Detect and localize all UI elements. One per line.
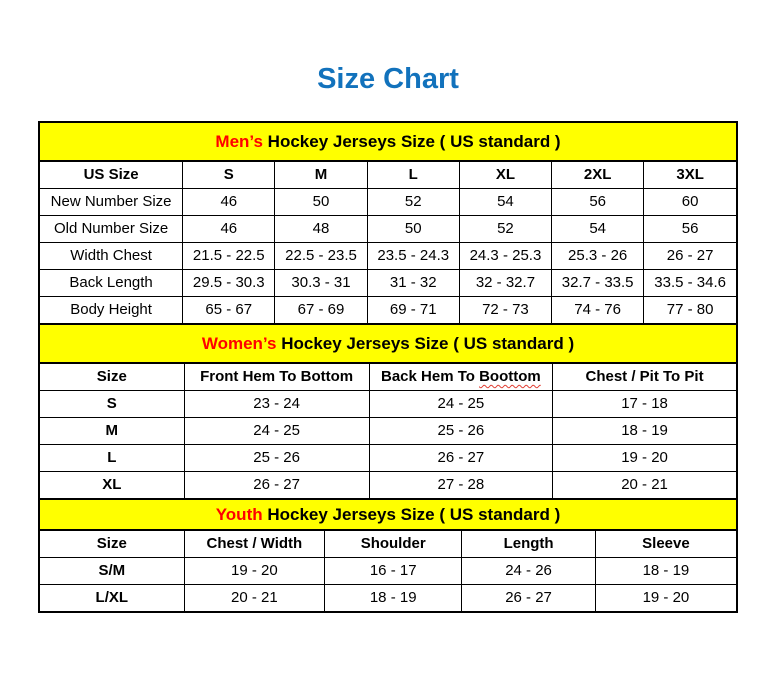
mens-value-cell: 67 - 69 — [275, 297, 367, 324]
mens-row-label: Old Number Size — [40, 216, 183, 243]
mens-data-row — [40, 216, 736, 243]
youth-column-header: Length — [462, 531, 596, 558]
youth-section — [40, 498, 736, 611]
mens-value-cell: 46 — [183, 189, 275, 216]
mens-value-cell: 56 — [552, 189, 644, 216]
womens-column-header-text: Back Hem To — [381, 368, 480, 385]
mens-section-header — [40, 123, 736, 162]
mens-size-table — [40, 162, 736, 323]
mens-header-text: Hockey Jerseys Size ( US standard ) — [262, 132, 561, 151]
youth-value-cell: 19 - 20 — [184, 558, 325, 585]
youth-row-label: S/M — [40, 558, 184, 585]
mens-data-row — [40, 243, 736, 270]
youth-row-label: L/XL — [40, 585, 184, 612]
mens-value-cell: 54 — [552, 216, 644, 243]
page-title: Size Chart — [317, 63, 459, 95]
womens-column-header — [369, 364, 552, 391]
mens-column-header: L — [367, 162, 459, 189]
mens-section — [40, 123, 736, 323]
mens-value-cell: 32.7 - 33.5 — [552, 270, 644, 297]
mens-data-row — [40, 270, 736, 297]
mens-value-cell: 48 — [275, 216, 367, 243]
mens-value-cell: 65 - 67 — [183, 297, 275, 324]
youth-value-cell: 26 - 27 — [462, 585, 596, 612]
mens-data-row — [40, 189, 736, 216]
youth-column-header: Shoulder — [325, 531, 462, 558]
mens-header-row — [40, 162, 736, 189]
youth-size-table — [40, 531, 736, 611]
mens-column-header: 2XL — [552, 162, 644, 189]
mens-value-cell: 24.3 - 25.3 — [459, 243, 551, 270]
mens-value-cell: 21.5 - 22.5 — [183, 243, 275, 270]
womens-value-cell: 18 - 19 — [553, 418, 736, 445]
womens-size-table — [40, 364, 736, 498]
womens-value-cell: 23 - 24 — [184, 391, 369, 418]
womens-column-header: Chest / Pit To Pit — [553, 364, 736, 391]
mens-value-cell: 22.5 - 23.5 — [275, 243, 367, 270]
youth-section-header — [40, 498, 736, 531]
mens-value-cell: 25.3 - 26 — [552, 243, 644, 270]
mens-value-cell: 56 — [644, 216, 736, 243]
womens-row-label: S — [40, 391, 184, 418]
womens-data-row — [40, 391, 736, 418]
mens-value-cell: 74 - 76 — [552, 297, 644, 324]
womens-column-header: Size — [40, 364, 184, 391]
mens-value-cell: 77 - 80 — [644, 297, 736, 324]
mens-value-cell: 32 - 32.7 — [459, 270, 551, 297]
mens-column-header: XL — [459, 162, 551, 189]
mens-value-cell: 26 - 27 — [644, 243, 736, 270]
youth-value-cell: 18 - 19 — [595, 558, 736, 585]
youth-column-header: Chest / Width — [184, 531, 325, 558]
womens-row-label: M — [40, 418, 184, 445]
womens-highlight-label: Women’s — [201, 334, 277, 353]
youth-highlight-label: Youth — [215, 505, 263, 524]
womens-value-cell: 25 - 26 — [369, 418, 552, 445]
mens-value-cell: 54 — [459, 189, 551, 216]
mens-row-label: Body Height — [40, 297, 183, 324]
mens-value-cell: 30.3 - 31 — [275, 270, 367, 297]
youth-data-row — [40, 558, 736, 585]
youth-data-row — [40, 585, 736, 612]
womens-value-cell: 20 - 21 — [553, 472, 736, 499]
mens-row-label: Back Length — [40, 270, 183, 297]
youth-value-cell: 16 - 17 — [325, 558, 462, 585]
womens-value-cell: 26 - 27 — [184, 472, 369, 499]
mens-column-header: US Size — [40, 162, 183, 189]
mens-value-cell: 72 - 73 — [459, 297, 551, 324]
mens-row-label: Width Chest — [40, 243, 183, 270]
mens-column-header: 3XL — [644, 162, 736, 189]
womens-section-header — [40, 323, 736, 364]
mens-value-cell: 33.5 - 34.6 — [644, 270, 736, 297]
mens-value-cell: 50 — [367, 216, 459, 243]
womens-data-row — [40, 418, 736, 445]
mens-value-cell: 29.5 - 30.3 — [183, 270, 275, 297]
womens-value-cell: 26 - 27 — [369, 445, 552, 472]
youth-value-cell: 20 - 21 — [184, 585, 325, 612]
mens-value-cell: 69 - 71 — [367, 297, 459, 324]
womens-row-label: XL — [40, 472, 184, 499]
womens-header-row — [40, 364, 736, 391]
womens-value-cell: 24 - 25 — [369, 391, 552, 418]
mens-value-cell: 23.5 - 24.3 — [367, 243, 459, 270]
mens-data-row — [40, 297, 736, 324]
womens-data-row — [40, 445, 736, 472]
womens-section — [40, 323, 736, 498]
womens-data-row — [40, 472, 736, 499]
womens-column-header: Front Hem To Bottom — [184, 364, 369, 391]
mens-value-cell: 52 — [459, 216, 551, 243]
mens-column-header: M — [275, 162, 367, 189]
youth-value-cell: 19 - 20 — [595, 585, 736, 612]
youth-column-header: Sleeve — [595, 531, 736, 558]
womens-value-cell: 25 - 26 — [184, 445, 369, 472]
misspelled-word: Boottom — [479, 368, 541, 385]
mens-highlight-label: Men’s — [215, 132, 263, 151]
mens-value-cell: 52 — [367, 189, 459, 216]
mens-column-header: S — [183, 162, 275, 189]
womens-row-label: L — [40, 445, 184, 472]
womens-header-text: Hockey Jerseys Size ( US standard ) — [276, 334, 575, 353]
youth-header-text: Hockey Jerseys Size ( US standard ) — [262, 505, 561, 524]
youth-header-row — [40, 531, 736, 558]
youth-value-cell: 24 - 26 — [462, 558, 596, 585]
womens-value-cell: 19 - 20 — [553, 445, 736, 472]
youth-column-header: Size — [40, 531, 184, 558]
mens-value-cell: 50 — [275, 189, 367, 216]
mens-value-cell: 60 — [644, 189, 736, 216]
womens-value-cell: 17 - 18 — [553, 391, 736, 418]
size-chart-container — [38, 121, 738, 613]
womens-value-cell: 24 - 25 — [184, 418, 369, 445]
mens-value-cell: 31 - 32 — [367, 270, 459, 297]
youth-value-cell: 18 - 19 — [325, 585, 462, 612]
womens-value-cell: 27 - 28 — [369, 472, 552, 499]
mens-row-label: New Number Size — [40, 189, 183, 216]
mens-value-cell: 46 — [183, 216, 275, 243]
